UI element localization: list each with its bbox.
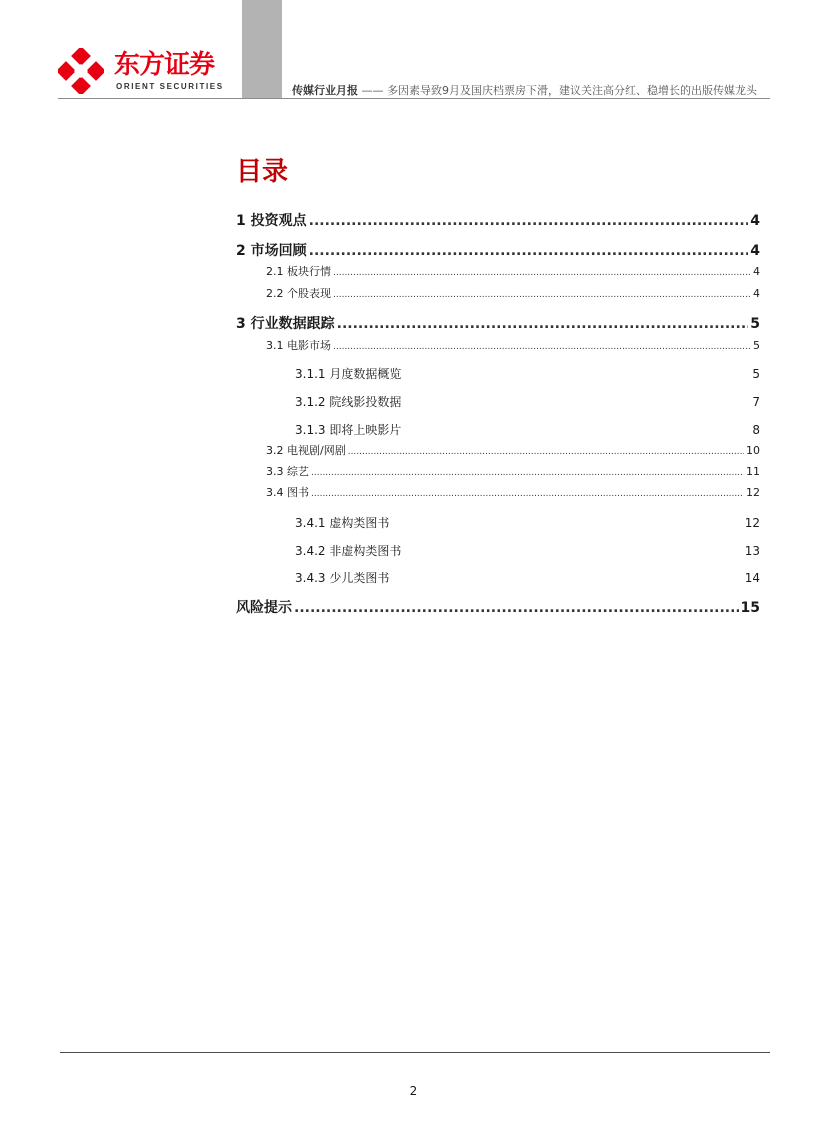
toc-entry-page: 15 bbox=[740, 600, 760, 616]
toc-entry-title: 3.1.1 月度数据概览 bbox=[295, 367, 402, 381]
toc-leader bbox=[309, 212, 749, 230]
orient-logo-icon bbox=[58, 48, 104, 94]
toc-entry-page: 4 bbox=[750, 213, 760, 229]
toc-leader bbox=[311, 487, 744, 501]
toc-entry-3-1-1[interactable] bbox=[295, 367, 760, 382]
toc-leader bbox=[333, 340, 751, 354]
toc-leader bbox=[309, 242, 749, 260]
toc-entry-title: 2 市场回顾 bbox=[236, 243, 307, 259]
toc-entry-3-4-1[interactable] bbox=[295, 516, 760, 531]
toc-entry-page: 5 bbox=[753, 339, 760, 352]
toc-leader bbox=[333, 266, 751, 280]
toc-entry-3[interactable] bbox=[236, 315, 760, 333]
toc-entry-title: 3.4.1 虚构类图书 bbox=[295, 516, 390, 530]
toc-entry-title: 1 投资观点 bbox=[236, 213, 307, 229]
toc-entry-page: 8 bbox=[752, 423, 760, 437]
toc-entry-3-2[interactable] bbox=[266, 444, 760, 459]
report-header-title bbox=[292, 84, 757, 97]
report-title: 多因素导致9月及国庆档票房下滑，建议关注高分红、稳增长的出版传媒龙头 bbox=[387, 84, 757, 97]
toc-entry-title: 3.1.2 院线影投数据 bbox=[295, 395, 402, 409]
header-gray-tab bbox=[242, 0, 282, 98]
footer-divider bbox=[60, 1052, 770, 1053]
toc-heading: 目录 bbox=[236, 157, 289, 187]
toc-entry-page: 4 bbox=[753, 287, 760, 300]
toc-entry-3-1-3[interactable] bbox=[295, 423, 760, 438]
toc-entry-page: 12 bbox=[746, 486, 760, 499]
toc-entry-title: 风险提示 bbox=[236, 600, 292, 616]
toc-entry-3-4-2[interactable] bbox=[295, 544, 760, 559]
toc-leader bbox=[348, 445, 744, 459]
toc-entry-title: 3.4.2 非虚构类图书 bbox=[295, 544, 402, 558]
toc-entry-page: 7 bbox=[752, 395, 760, 409]
header-divider bbox=[58, 98, 770, 99]
page-number: 2 bbox=[409, 1084, 418, 1098]
company-logo bbox=[58, 46, 228, 96]
toc-entry-page: 4 bbox=[750, 243, 760, 259]
toc-entry-title: 3.3 综艺 bbox=[266, 465, 309, 478]
toc-entry-page: 5 bbox=[750, 316, 760, 332]
toc-entry-title: 2.2 个股表现 bbox=[266, 287, 331, 300]
toc-entry-page: 12 bbox=[744, 516, 760, 530]
toc-entry-3-3[interactable] bbox=[266, 465, 760, 480]
toc-leader bbox=[294, 599, 739, 617]
toc-entry-3-1[interactable] bbox=[266, 339, 760, 354]
toc-entry-3-4-3[interactable] bbox=[295, 571, 760, 586]
toc-entry-page: 13 bbox=[744, 544, 760, 558]
toc-entry-title: 3 行业数据跟踪 bbox=[236, 316, 335, 332]
toc-entry-title: 3.1.3 即将上映影片 bbox=[295, 423, 402, 437]
toc-entry-page: 5 bbox=[752, 367, 760, 381]
logo-english-name: ORIENT SECURITIES bbox=[116, 82, 224, 91]
toc-leader bbox=[333, 288, 751, 302]
toc-entry-page: 14 bbox=[744, 571, 760, 585]
header-separator: —— bbox=[361, 84, 384, 97]
toc-entry-2-1[interactable] bbox=[266, 265, 760, 280]
toc-entry-title: 3.4 图书 bbox=[266, 486, 309, 499]
toc-entry-page: 11 bbox=[746, 465, 760, 478]
toc-entry-3-4[interactable] bbox=[266, 486, 760, 501]
toc-entry-3-1-2[interactable] bbox=[295, 395, 760, 410]
toc-entry-2[interactable] bbox=[236, 242, 760, 260]
logo-chinese-name: 东方证券 bbox=[114, 50, 215, 80]
toc-entry-title: 2.1 板块行情 bbox=[266, 265, 331, 278]
toc-entry-risk[interactable] bbox=[236, 599, 760, 617]
toc-entry-2-2[interactable] bbox=[266, 287, 760, 302]
toc-entry-title: 3.1 电影市场 bbox=[266, 339, 331, 352]
toc-entry-title: 3.4.3 少儿类图书 bbox=[295, 571, 390, 585]
toc-leader bbox=[337, 315, 749, 333]
report-type: 传媒行业月报 bbox=[292, 84, 358, 97]
toc-entry-title: 3.2 电视剧/网剧 bbox=[266, 444, 346, 457]
toc-leader bbox=[311, 466, 744, 480]
toc-entry-page: 4 bbox=[753, 265, 760, 278]
toc-entry-page: 10 bbox=[746, 444, 760, 457]
toc-entry-1[interactable] bbox=[236, 212, 760, 230]
